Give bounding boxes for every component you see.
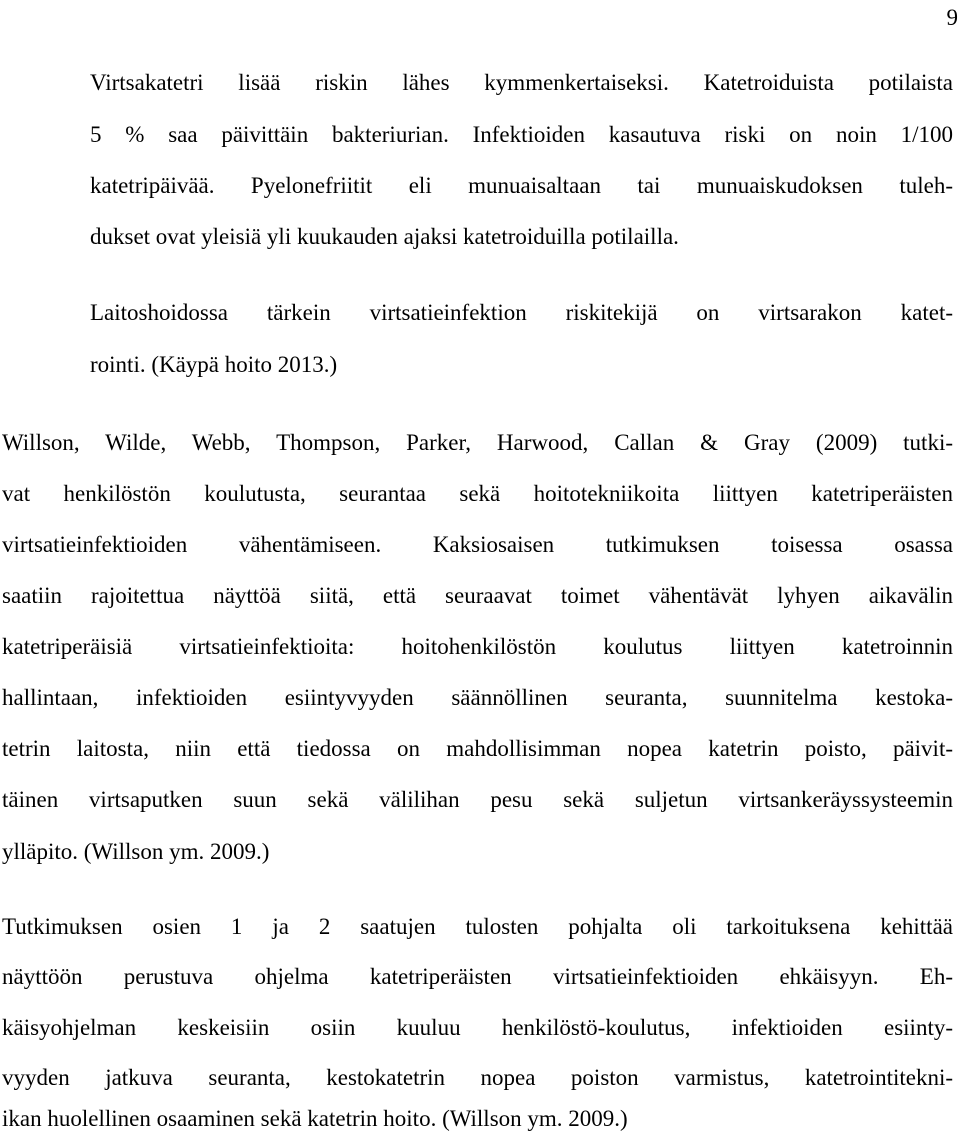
text-line: käisyohjelman keskeisiin osiin kuuluu henkilöstö-koulutus, infektioiden esiinty- [2, 1015, 953, 1040]
text-line: 5 % saa päivittäin bakteriurian. Infektioiden kasautuva riski on noin 1/100 [90, 122, 953, 147]
text-line: Laitoshoidossa tärkein virtsatieinfektion riskitekijä on virtsarakon katet- [90, 300, 953, 325]
text-line: Virtsakatetri lisää riskin lähes kymmenkertaiseksi. Katetroiduista potilaista [90, 70, 953, 95]
text-line: virtsatieinfektioiden vähentämiseen. Kaksiosaisen tutkimuksen toisessa osassa [2, 532, 953, 557]
text-line: rointi. (Käypä hoito 2013.) [90, 352, 338, 377]
text-line: Tutkimuksen osien 1 ja 2 saatujen tulosten pohjalta oli tarkoituksena kehittää [2, 914, 953, 939]
text-line: tetrin laitosta, niin että tiedossa on mahdollisimman nopea katetrin poisto, päivit- [2, 736, 953, 761]
text-line: vyyden jatkuva seuranta, kestokatetrin nopea poiston varmistus, katetrointitekni- [2, 1065, 953, 1090]
text-line: saatiin rajoitettua näyttöä siitä, että seuraavat toimet vähentävät lyhyen aikavälin [2, 583, 953, 608]
page-number: 9 [946, 5, 958, 30]
text-line: katetriperäisiä virtsatieinfektioita: hoitohenkilöstön koulutus liittyen katetroinnin [2, 634, 953, 659]
text-line: ylläpito. (Willson ym. 2009.) [2, 839, 270, 864]
text-line: täinen virtsaputken suun sekä välilihan pesu sekä suljetun virtsankeräyssysteemin [2, 787, 953, 812]
text-line: näyttöön perustuva ohjelma katetriperäisten virtsatieinfektioiden ehkäisyyn. Eh- [2, 964, 953, 989]
text-line: ikan huolellinen osaaminen sekä katetrin hoito. (Willson ym. 2009.) [2, 1106, 628, 1131]
text-line: Willson, Wilde, Webb, Thompson, Parker, Harwood, Callan & Gray (2009) tutki- [2, 430, 953, 455]
text-line: dukset ovat yleisiä yli kuukauden ajaksi katetroiduilla potilailla. [90, 224, 679, 249]
text-line: hallintaan, infektioiden esiintyvyyden säännöllinen seuranta, suunnitelma kestoka- [2, 685, 953, 710]
text-line: katetripäivää. Pyelonefriitit eli munuaisaltaan tai munuaiskudoksen tuleh- [90, 173, 953, 198]
text-line: vat henkilöstön koulutusta, seurantaa sekä hoitotekniikoita liittyen katetriperäisten [2, 481, 953, 506]
